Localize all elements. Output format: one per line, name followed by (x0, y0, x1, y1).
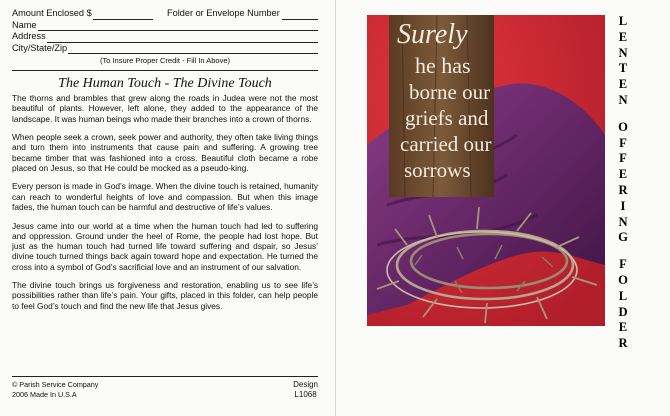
vertical-title-letter: N (618, 214, 628, 229)
made-in: 2006 Made In U.S.A (12, 389, 77, 399)
offering-form (12, 8, 318, 71)
city-row (12, 43, 318, 55)
article-paragraph: Jesus came into our world at a time when the human touch had led to suffering and oppression. Ground under the heel of Rome, the people had lost hope. But just as the human touch had turned life toward suffering and dspair, so Jesus’ divine touch turned things back again toward hope and expectation. He turned the cross into a symbol of God’s sacrificial love and an instrument of our salvation. (12, 220, 318, 272)
article-paragraph: When people seek a crown, seek power and authority, they often take living things and turn them into instruments that cause pain and suffering. A growing tree became timber that was fashioned into a cross. Beautiful cloth became a robe placed on Jesus, so that He could be mocked as a pseudo-king. (12, 132, 318, 173)
verse-line-1: Surely (397, 19, 468, 50)
vertical-title-letter: R (618, 336, 628, 351)
city-label: City/State/Zip (12, 42, 68, 53)
design-label: Design (293, 380, 318, 389)
vertical-title-letter: N (618, 45, 628, 60)
word-gap (612, 109, 634, 120)
article-paragraph: The thorns and brambles that grew along the roads in Judea were not the most beautiful of plants. However, left alone, they added to the appearance of the landscape. It was human beings who made their branches into a crown of thorns. (12, 92, 318, 124)
amount-field[interactable] (93, 10, 153, 20)
cover-artwork (367, 15, 605, 326)
cover-illustration (367, 15, 605, 326)
name-label: Name (12, 19, 37, 30)
vertical-title-letter: O (618, 272, 628, 287)
vertical-title-letter: F (619, 151, 627, 166)
vertical-title-letter: R (618, 182, 628, 197)
vertical-title-word (612, 257, 634, 352)
verse-line-4: griefs and (405, 106, 489, 130)
left-panel (12, 8, 318, 319)
verse-line-5: carried our (400, 132, 492, 156)
folder-number-field[interactable] (282, 10, 318, 20)
publisher-name: © Parish Service Company (12, 380, 99, 389)
vertical-title-letter: E (618, 320, 628, 335)
vertical-title (612, 14, 634, 352)
fold-line (335, 0, 336, 416)
name-row (12, 20, 318, 32)
vertical-title-letter: O (618, 119, 628, 134)
vertical-title-letter: F (619, 135, 627, 150)
verse-line-3: borne our (409, 80, 491, 104)
address-label: Address (12, 31, 46, 42)
vertical-title-letter: I (620, 198, 626, 213)
vertical-title-word (612, 120, 634, 246)
address-field[interactable] (47, 33, 318, 43)
vertical-title-letter: E (618, 29, 628, 44)
vertical-title-letter: D (618, 304, 628, 319)
vertical-title-letter: L (618, 288, 628, 303)
vertical-title-letter: T (618, 61, 628, 76)
vertical-title-letter: G (618, 230, 628, 245)
amount-row (12, 8, 318, 20)
vertical-title-word (612, 14, 634, 109)
city-field[interactable] (68, 44, 318, 54)
verse-line-6: sorrows (404, 158, 471, 182)
design-info (293, 380, 318, 400)
design-code: L1068 (294, 390, 317, 399)
article-paragraph: The divine touch brings us forgiveness and restoration, enabling us to see life’s possibilities rather than life’s pain. Your gifts, placed in this folder, can help people to feel God’s touch and find the new life that Jesus gives. (12, 280, 318, 311)
article-body (12, 93, 318, 311)
folder-number-label: Folder or Envelope Number (166, 8, 280, 18)
word-gap (612, 246, 634, 257)
article-paragraph: Every person is made in God’s image. When the divine touch is retained, humanity can reach to wonderful heights of love and compassion. But when this image fades, the human touch can be harmful and destructive of life’s values. (12, 181, 318, 213)
amount-label: Amount Enclosed $ (12, 8, 92, 18)
verse-line-2: he has (415, 53, 471, 78)
article-title: The Human Touch - The Divine Touch (58, 75, 272, 91)
vertical-title-letter: F (619, 257, 627, 272)
publisher-info (12, 380, 98, 400)
vertical-title-letter: L (618, 14, 628, 28)
vertical-title-letter: E (618, 77, 628, 92)
address-row (12, 31, 318, 43)
footer (12, 376, 318, 400)
vertical-title-letter: E (618, 167, 628, 182)
vertical-title-letter: N (618, 92, 628, 107)
name-field[interactable] (38, 21, 318, 31)
credit-note: (To Insure Proper Credit - Fill In Above) (12, 55, 318, 71)
